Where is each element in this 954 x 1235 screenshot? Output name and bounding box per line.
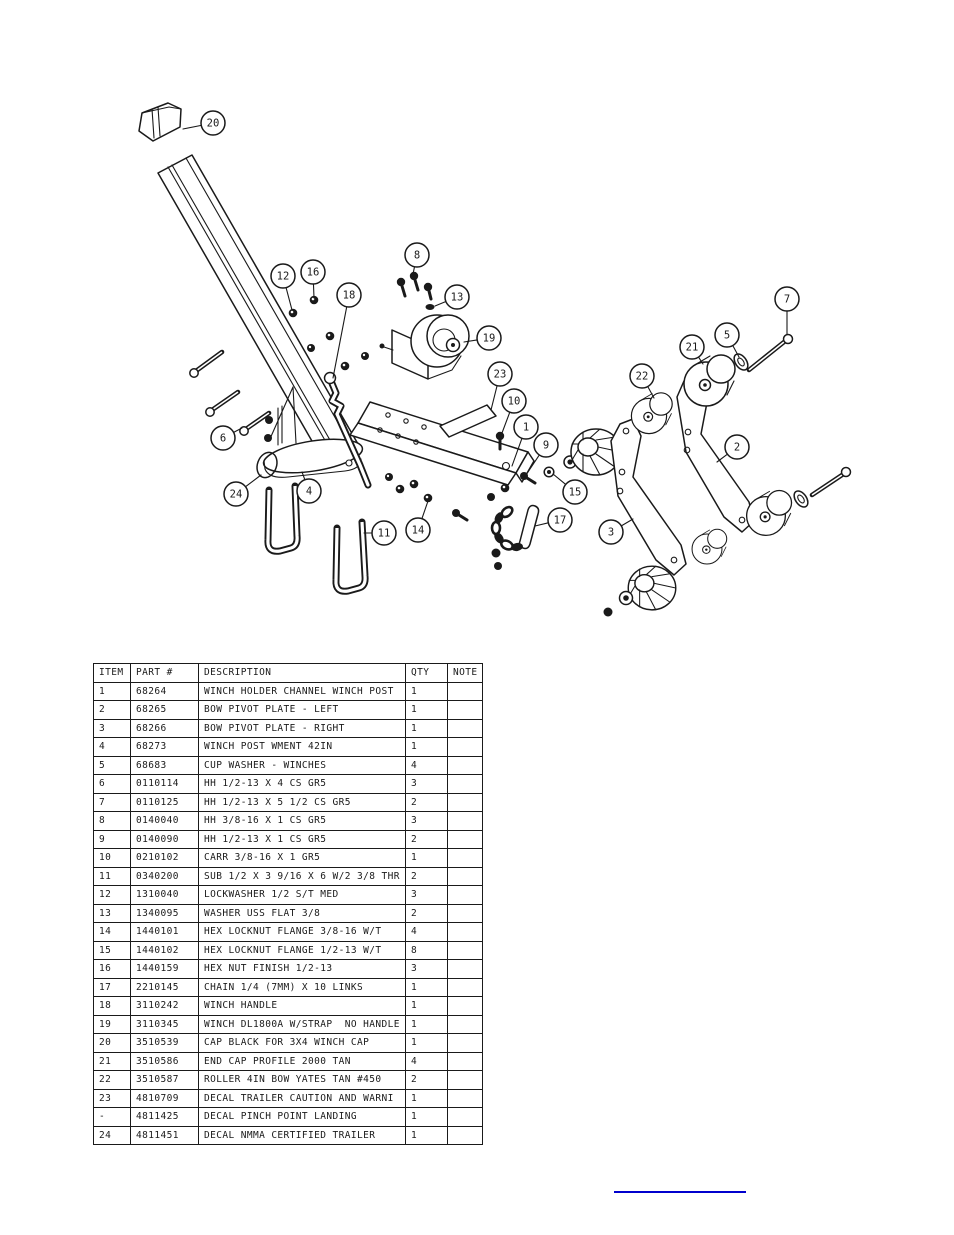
table-row <box>94 1108 483 1127</box>
cell-note <box>448 960 483 979</box>
cell-qty: 2 <box>406 830 448 849</box>
leader-line <box>313 284 314 298</box>
parts-table <box>93 663 483 1145</box>
cell-description: WINCH POST WMENT 42IN <box>199 738 406 757</box>
balloon-number: 2 <box>733 441 741 454</box>
table-row <box>94 830 483 849</box>
cell-description: WINCH HOLDER CHANNEL WINCH POST <box>199 682 406 701</box>
cell-note <box>448 793 483 812</box>
leader-line <box>183 125 201 129</box>
cell-item: 9 <box>94 830 131 849</box>
cell-qty: 1 <box>406 1015 448 1034</box>
leader-line <box>491 386 497 410</box>
leader-line <box>621 519 633 526</box>
cell-qty: 1 <box>406 1108 448 1127</box>
table-row <box>94 812 483 831</box>
leader-line <box>286 288 292 310</box>
balloon-4 <box>297 472 321 503</box>
table-row <box>94 923 483 942</box>
balloon-number: 9 <box>542 439 550 452</box>
cell-part-number: 0340200 <box>131 867 199 886</box>
cell-part-number: 2210145 <box>131 978 199 997</box>
cell-note <box>448 812 483 831</box>
cell-description: HH 1/2-13 X 4 CS GR5 <box>199 775 406 794</box>
cell-qty: 1 <box>406 997 448 1016</box>
cell-description: HEX LOCKNUT FLANGE 1/2-13 W/T <box>199 941 406 960</box>
balloon-5 <box>715 323 739 357</box>
balloon-number: 3 <box>607 526 615 539</box>
header-cell-item: ITEM <box>94 664 131 683</box>
cell-description: HEX NUT FINISH 1/2-13 <box>199 960 406 979</box>
leader-line <box>435 302 446 306</box>
balloon-number: 24 <box>229 488 243 501</box>
cell-part-number: 0110114 <box>131 775 199 794</box>
end-cap-roller-top <box>684 355 735 406</box>
cell-item: 22 <box>94 1071 131 1090</box>
leader-line <box>553 474 566 484</box>
cell-qty: 2 <box>406 793 448 812</box>
winch-bolts-8 <box>397 272 432 299</box>
header-cell-qty: QTY <box>406 664 448 683</box>
table-row <box>94 1071 483 1090</box>
balloon-number: 11 <box>377 527 391 540</box>
cell-qty: 1 <box>406 1089 448 1108</box>
cell-item: 16 <box>94 960 131 979</box>
balloon-17 <box>535 508 572 532</box>
small-screw <box>452 509 467 520</box>
cell-note <box>448 849 483 868</box>
cell-description: BOW PIVOT PLATE - RIGHT <box>199 719 406 738</box>
cell-qty: 2 <box>406 867 448 886</box>
cell-qty: 1 <box>406 1034 448 1053</box>
cell-note <box>448 775 483 794</box>
table-row <box>94 1015 483 1034</box>
bow-pivot-group <box>568 335 851 617</box>
cell-note <box>448 1126 483 1145</box>
balloon-21 <box>680 335 704 364</box>
u-bolts <box>268 486 365 591</box>
cell-qty: 4 <box>406 1052 448 1071</box>
balloon-6 <box>211 426 242 450</box>
cell-part-number: 3510587 <box>131 1071 199 1090</box>
cell-qty: 1 <box>406 978 448 997</box>
cell-item: 12 <box>94 886 131 905</box>
long-bolt-bottom <box>812 468 851 496</box>
table-row <box>94 886 483 905</box>
cell-qty: 8 <box>406 941 448 960</box>
cell-qty: 1 <box>406 719 448 738</box>
cell-description: WINCH DL1800A W/STRAP NO HANDLE <box>199 1015 406 1034</box>
cell-item: 17 <box>94 978 131 997</box>
cell-qty: 3 <box>406 960 448 979</box>
balloon-number: 22 <box>635 370 649 383</box>
chain-17 <box>492 505 539 570</box>
cell-note <box>448 1108 483 1127</box>
header-cell-note: NOTE <box>448 664 483 683</box>
winch-post-cap <box>139 103 181 141</box>
cell-note <box>448 1052 483 1071</box>
cell-note <box>448 756 483 775</box>
cell-note <box>448 1071 483 1090</box>
cell-description: HEX LOCKNUT FLANGE 3/8-16 W/T <box>199 923 406 942</box>
cell-note <box>448 867 483 886</box>
cell-note <box>448 701 483 720</box>
cell-note <box>448 997 483 1016</box>
balloon-2 <box>717 435 749 462</box>
cell-qty: 1 <box>406 701 448 720</box>
cell-description: WASHER USS FLAT 3/8 <box>199 904 406 923</box>
cell-note <box>448 738 483 757</box>
table-row <box>94 738 483 757</box>
balloon-number: 8 <box>413 249 421 262</box>
header-row <box>94 664 483 683</box>
cell-item: 20 <box>94 1034 131 1053</box>
balloon-number: 15 <box>568 486 582 499</box>
balloon-number: 19 <box>482 332 496 345</box>
cell-part-number: 4811425 <box>131 1108 199 1127</box>
cell-description: CAP BLACK FOR 3X4 WINCH CAP <box>199 1034 406 1053</box>
table-row <box>94 1126 483 1145</box>
cell-qty: 1 <box>406 682 448 701</box>
cell-note <box>448 830 483 849</box>
leader-line <box>535 523 548 526</box>
table-row <box>94 997 483 1016</box>
cell-note <box>448 682 483 701</box>
cell-description: SUB 1/2 X 3 9/16 X 6 W/2 3/8 THR <box>199 867 406 886</box>
cell-description: BOW PIVOT PLATE - LEFT <box>199 701 406 720</box>
header-cell-part-number: PART # <box>131 664 199 683</box>
cell-description: LOCKWASHER 1/2 S/T MED <box>199 886 406 905</box>
cell-qty: 3 <box>406 812 448 831</box>
cell-qty: 3 <box>406 775 448 794</box>
balloon-14 <box>406 501 430 542</box>
cell-item: 24 <box>94 1126 131 1145</box>
cell-item: 13 <box>94 904 131 923</box>
table-row <box>94 1052 483 1071</box>
table-row <box>94 941 483 960</box>
cell-description: HH 3/8-16 X 1 CS GR5 <box>199 812 406 831</box>
balloon-number: 12 <box>276 270 290 283</box>
cell-description: HH 1/2-13 X 1 CS GR5 <box>199 830 406 849</box>
leader-line <box>422 501 428 519</box>
flat-washer-13 <box>426 304 435 310</box>
cell-note <box>448 941 483 960</box>
cell-qty: 2 <box>406 1071 448 1090</box>
cell-item: - <box>94 1108 131 1127</box>
cell-part-number: 68265 <box>131 701 199 720</box>
balloon-15 <box>553 474 587 504</box>
table-row <box>94 793 483 812</box>
cell-qty: 4 <box>406 756 448 775</box>
cell-item: 23 <box>94 1089 131 1108</box>
cell-part-number: 68264 <box>131 682 199 701</box>
balloon-8 <box>405 243 429 274</box>
cell-note <box>448 1015 483 1034</box>
table-row <box>94 1089 483 1108</box>
balloon-number: 21 <box>685 341 699 354</box>
bow-pivot-plate-right <box>611 419 686 575</box>
cell-item: 8 <box>94 812 131 831</box>
cell-item: 3 <box>94 719 131 738</box>
cell-qty: 4 <box>406 923 448 942</box>
cell-note <box>448 904 483 923</box>
leader-line <box>648 387 654 398</box>
cell-qty: 1 <box>406 738 448 757</box>
spoked-roller-front <box>628 566 676 610</box>
table-row <box>94 682 483 701</box>
cell-qty: 1 <box>406 1126 448 1145</box>
table-row <box>94 904 483 923</box>
balloon-number: 1 <box>522 421 530 434</box>
table-row <box>94 978 483 997</box>
table-row <box>94 719 483 738</box>
cell-item: 4 <box>94 738 131 757</box>
balloon-number: 23 <box>493 368 507 381</box>
table-row <box>94 867 483 886</box>
balloon-number: 6 <box>219 432 227 445</box>
cell-part-number: 1440159 <box>131 960 199 979</box>
cell-part-number: 0210102 <box>131 849 199 868</box>
cell-item: 5 <box>94 756 131 775</box>
cell-item: 18 <box>94 997 131 1016</box>
cell-item: 15 <box>94 941 131 960</box>
cell-description: CUP WASHER - WINCHES <box>199 756 406 775</box>
table-row <box>94 849 483 868</box>
cell-description: END CAP PROFILE 2000 TAN <box>199 1052 406 1071</box>
cell-part-number: 3110242 <box>131 997 199 1016</box>
locknuts-14 <box>385 473 432 502</box>
table-row <box>94 701 483 720</box>
cell-part-number: 68266 <box>131 719 199 738</box>
leader-line <box>246 475 261 487</box>
cell-part-number: 0140040 <box>131 812 199 831</box>
balloon-9 <box>528 433 558 472</box>
end-cap-roller-right <box>747 490 792 535</box>
cell-item: 2 <box>94 701 131 720</box>
cell-part-number: 3510586 <box>131 1052 199 1071</box>
balloon-16 <box>301 260 325 298</box>
cell-part-number: 0140090 <box>131 830 199 849</box>
end-cap-roller-bottom <box>692 529 727 564</box>
cell-description: DECAL NMMA CERTIFIED TRAILER <box>199 1126 406 1145</box>
cell-part-number: 3110345 <box>131 1015 199 1034</box>
cell-part-number: 1310040 <box>131 886 199 905</box>
cell-description: WINCH HANDLE <box>199 997 406 1016</box>
cell-qty: 3 <box>406 886 448 905</box>
balloon-number: 18 <box>342 289 356 302</box>
cell-part-number: 4810709 <box>131 1089 199 1108</box>
cell-note <box>448 719 483 738</box>
cell-item: 6 <box>94 775 131 794</box>
balloon-number: 10 <box>507 395 521 408</box>
cell-description: DECAL TRAILER CAUTION AND WARNI <box>199 1089 406 1108</box>
balloon-13 <box>435 285 469 309</box>
balloon-11 <box>364 521 396 545</box>
decal-caution <box>440 405 496 437</box>
cell-note <box>448 1034 483 1053</box>
cell-item: 14 <box>94 923 131 942</box>
table-row <box>94 756 483 775</box>
cell-part-number: 1340095 <box>131 904 199 923</box>
cell-item: 19 <box>94 1015 131 1034</box>
balloon-3 <box>599 519 633 544</box>
balloon-number: 16 <box>306 266 320 279</box>
balloon-number: 13 <box>450 291 464 304</box>
balloon-number: 14 <box>411 524 425 537</box>
cell-note <box>448 1089 483 1108</box>
cell-note <box>448 923 483 942</box>
cell-qty: 2 <box>406 904 448 923</box>
parts-table-body <box>94 682 483 1145</box>
cell-description: CARR 3/8-16 X 1 GR5 <box>199 849 406 868</box>
balloon-24 <box>224 475 261 506</box>
balloon-20 <box>183 111 225 135</box>
balloon-number: 20 <box>206 117 220 130</box>
bow-roller-22 <box>631 393 672 434</box>
cell-item: 11 <box>94 867 131 886</box>
table-row <box>94 775 483 794</box>
balloon-7 <box>775 287 799 334</box>
table-row <box>94 1034 483 1053</box>
cell-item: 21 <box>94 1052 131 1071</box>
header-cell-description: DESCRIPTION <box>199 664 406 683</box>
cup-washer-bottom <box>791 488 810 509</box>
cell-description: HH 1/2-13 X 5 1/2 CS GR5 <box>199 793 406 812</box>
cell-description: ROLLER 4IN BOW YATES TAN #450 <box>199 1071 406 1090</box>
cell-part-number: 68683 <box>131 756 199 775</box>
parts-table-header <box>94 664 483 683</box>
table-row <box>94 960 483 979</box>
balloon-number: 5 <box>723 329 731 342</box>
cell-qty: 1 <box>406 849 448 868</box>
winch-post-channel <box>158 155 358 462</box>
cell-note <box>448 978 483 997</box>
cell-part-number: 1440102 <box>131 941 199 960</box>
cell-part-number: 68273 <box>131 738 199 757</box>
cell-part-number: 0110125 <box>131 793 199 812</box>
balloon-number: 7 <box>783 293 791 306</box>
long-bolt-top <box>749 335 793 371</box>
cell-part-number: 3510539 <box>131 1034 199 1053</box>
cell-item: 7 <box>94 793 131 812</box>
cell-item: 1 <box>94 682 131 701</box>
balloon-number: 4 <box>305 485 313 498</box>
cell-description: DECAL PINCH POINT LANDING <box>199 1108 406 1127</box>
cell-note <box>448 886 483 905</box>
cell-description: CHAIN 1/4 (7MM) X 10 LINKS <box>199 978 406 997</box>
balloon-number: 17 <box>553 514 567 527</box>
cell-part-number: 4811451 <box>131 1126 199 1145</box>
winch-post-group <box>139 103 369 591</box>
leader-line <box>502 412 510 433</box>
cell-part-number: 1440101 <box>131 923 199 942</box>
cell-item: 10 <box>94 849 131 868</box>
footer-link-underline[interactable] <box>614 1191 746 1193</box>
balloon-22 <box>630 364 654 398</box>
hex-bolts-6 <box>190 352 269 435</box>
